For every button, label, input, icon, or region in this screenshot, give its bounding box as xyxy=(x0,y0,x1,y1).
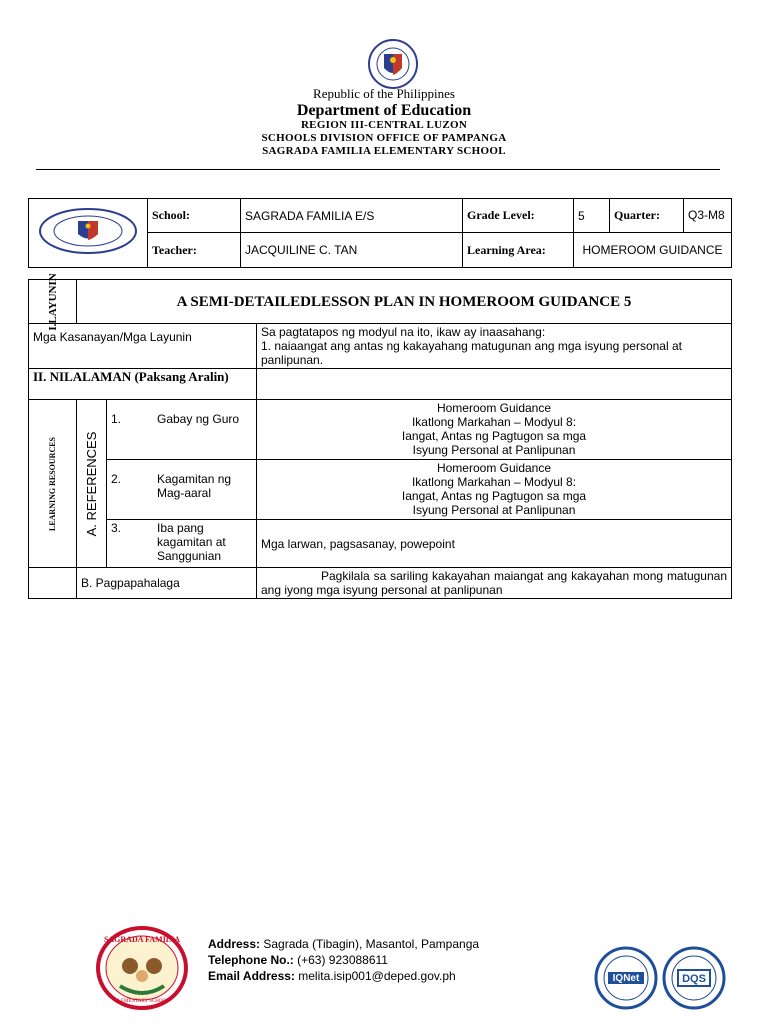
resources-label: LEARNING RESOURCES xyxy=(47,436,57,531)
quarter-value: Q3-M8 xyxy=(684,199,732,233)
ref2-line: Ikatlong Markahan – Modyul 8: xyxy=(411,475,577,489)
phone-label: Telephone No.: xyxy=(208,953,294,967)
ref3-label: Iba pang kagamitan at Sanggunian xyxy=(157,521,226,563)
objectives-item: 1. naiaangat ang antas ng kakayahang matugunan ang mga isyung personal at panlipunan. xyxy=(261,339,682,367)
ref2-num: 2. xyxy=(111,472,122,486)
school-label: School: xyxy=(148,199,241,233)
email-label: Email Address: xyxy=(208,969,295,983)
ref2-line: Iangat, Antas ng Pagtugon sa mga xyxy=(401,489,587,503)
layunin-label-cell xyxy=(29,272,77,331)
layunin-label: I.LAYUNIN xyxy=(46,272,59,331)
content-value xyxy=(257,369,732,400)
area-value: HOMEROOM GUIDANCE xyxy=(574,233,732,268)
values-label: B. Pagpapahalaga xyxy=(77,568,257,599)
deped-seal-small-icon xyxy=(36,207,140,255)
values-spacer xyxy=(29,568,77,599)
info-seal-cell xyxy=(29,199,148,268)
deped-seal-icon xyxy=(364,38,422,90)
email-value: melita.isip001@deped.gov.ph xyxy=(298,969,456,983)
values-text: Pagkilala sa sariling kakayahan maiangat ang kakayahan mong matugunan ang iyong mga isyung personal at panlipunan xyxy=(257,568,732,599)
content-label: II. NILALAMAN (Paksang Aralin) xyxy=(29,369,257,400)
references-label: A. REFERENCES xyxy=(83,431,99,536)
phone-value: (+63) 923088611 xyxy=(297,953,388,967)
region-line: REGION III-CENTRAL LUZON xyxy=(300,119,468,131)
ref2-value xyxy=(257,460,732,520)
footer-contact xyxy=(208,936,479,984)
ref1-num: 1. xyxy=(111,412,122,426)
iqnet-certification-icon xyxy=(594,946,658,1010)
ref1-line: Isyung Personal at Panlipunan xyxy=(412,443,576,457)
lesson-table xyxy=(28,272,732,599)
dqs-certification-icon xyxy=(662,946,726,1010)
ref1-line: Homeroom Guidance xyxy=(436,401,552,415)
ref3-value: Mga larwan, pagsasanay, powepoint xyxy=(257,520,732,568)
teacher-label: Teacher: xyxy=(148,233,241,268)
division-line: SCHOOLS DIVISION OFFICE OF PAMPANGA xyxy=(261,132,507,144)
area-label: Learning Area: xyxy=(463,233,574,268)
ref1-value xyxy=(257,400,732,460)
resources-label-cell xyxy=(29,400,77,568)
ref1-line: Iangat, Antas ng Pagtugon sa mga xyxy=(401,429,587,443)
objectives-intro: Sa pagtatapos ng modyul na ito, ikaw ay inaasahang: xyxy=(261,325,546,339)
school-logo-title: SAGRADA FAMILIA xyxy=(103,935,181,944)
republic-line: Republic of the Philippines xyxy=(313,86,455,101)
cert1-label: IQNet xyxy=(612,973,640,984)
address-value: Sagrada (Tibagin), Masantol, Pampanga xyxy=(263,937,480,951)
address-label: Address: xyxy=(208,937,261,951)
info-table xyxy=(28,198,732,268)
ref1-line: Ikatlong Markahan – Modyul 8: xyxy=(411,415,577,429)
teacher-value: JACQUILINE C. TAN xyxy=(241,233,463,268)
school-logo-icon xyxy=(96,926,188,1010)
ref3-label-cell xyxy=(107,520,257,568)
school-value: SAGRADA FAMILIA E/S xyxy=(241,199,463,233)
grade-value: 5 xyxy=(574,199,610,233)
ref2-line: Isyung Personal at Panlipunan xyxy=(412,503,576,517)
ref1-label: Gabay ng Guro xyxy=(157,412,240,426)
ref2-line: Homeroom Guidance xyxy=(436,461,552,475)
cert2-label: DQS xyxy=(682,973,706,985)
objectives-cell xyxy=(257,324,732,369)
ref2-label-cell xyxy=(107,460,257,520)
ref3-num: 3. xyxy=(111,521,122,535)
grade-label: Grade Level: xyxy=(463,199,574,233)
header-divider xyxy=(36,169,720,170)
references-label-cell xyxy=(77,400,107,568)
quarter-label: Quarter: xyxy=(610,199,684,233)
lesson-title: A SEMI-DETAILEDLESSON PLAN IN HOMEROOM GUIDANCE 5 xyxy=(77,280,732,324)
objectives-label: Mga Kasanayan/Mga Layunin xyxy=(29,324,257,369)
ref2-label: Kagamitan ng Mag-aaral xyxy=(157,472,232,500)
school-line: SAGRADA FAMILIA ELEMENTARY SCHOOL xyxy=(262,145,506,157)
department-title: Department of Education xyxy=(296,102,472,119)
ref1-label-cell xyxy=(107,400,257,460)
school-logo-subtitle: ELEMENTARY SCHOOL xyxy=(114,999,170,1004)
